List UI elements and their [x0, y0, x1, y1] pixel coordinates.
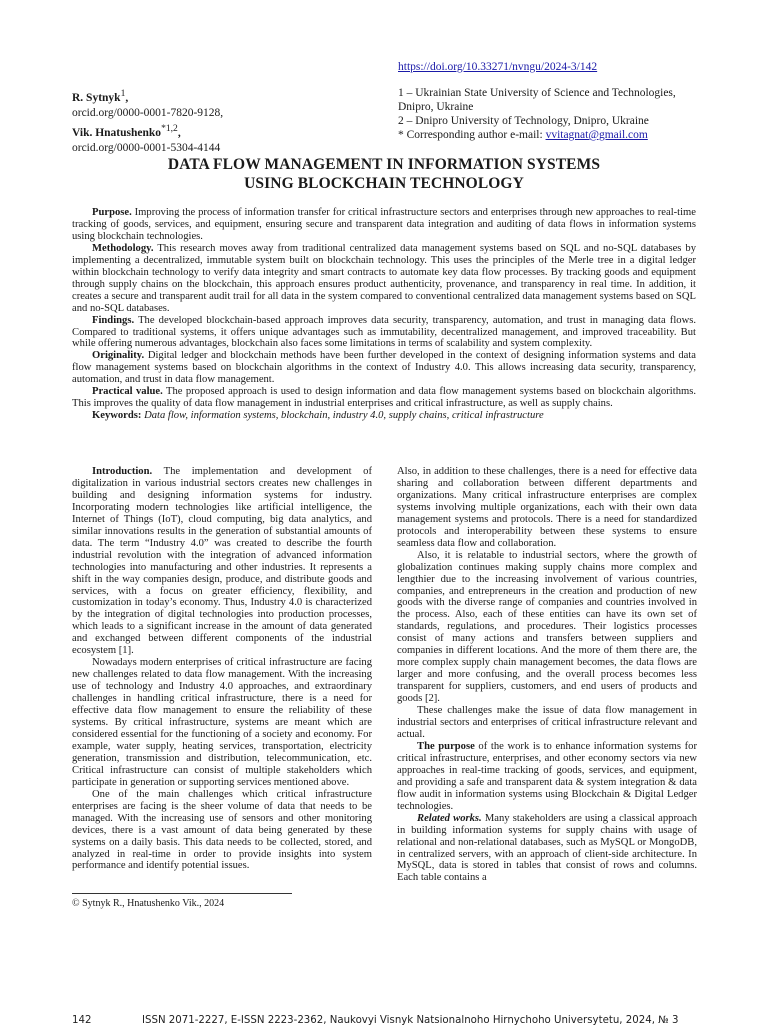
paragraph: Also, in addition to these challenges, there is a need for effective data sharing and collaboration between different departments and organizations. Many critical infrastructure enterprises are complex systems involving multiple organizations, each with their own data management systems and protocols. There is a need for standardized protocols and interoperability between these systems to ensure seamless data flow and collaboration.: [397, 466, 697, 549]
abstract-purpose: Purpose. Improving the process of information transfer for critical infrastructure sectors and enterprises through new approaches to real-time tracking of goods, services, and equipment, ensuring secure and transparent data integration and auditing of data flows in information systems using blockchain technologies.: [72, 207, 696, 242]
page-footer: [72, 1015, 696, 1026]
abstract-practical-value: Practical value. The proposed approach is used to design information and data flow management systems based on blockchain algorithms. This improves the quality of data flow management in industrial enterprises and critical infrastructure, as well as supply chains.: [72, 386, 696, 410]
footnote-rule: [72, 893, 292, 894]
author-affil-sup: *1,2: [161, 122, 178, 134]
paragraph: One of the main challenges which critical infrastructure enterprises are facing is the sheer volume of data that needs to be managed. With the increasing use of sensors and other monitoring devices, there is a vast amount of data being generated by these systems on a daily basis. This data needs to be collected, stored, and analyzed in real-time in order to provide insights into system performance and identify potential issues.: [72, 788, 372, 872]
author-block: R. Sytnyk$^1$, orcid.org/0000-0001-7820-9128, Vik. Hnatushenko$^{*1,2}$, orcid.org/0000-0001-5304-4144: [72, 86, 372, 156]
doi-link[interactable]: https://doi.org/10.33271/nvngu/2024-3/142: [398, 61, 598, 73]
abstract-originality: Originality. Digital ledger and blockchain methods have been further developed in the context of designing information systems and data flow management systems based on blockchain algorithms in the context of Industry 4.0. This allows increasing data security, transparency, automation, and trust in data flow management.: [72, 350, 696, 386]
author-affil-sup: 1: [120, 88, 126, 99]
paragraph: The purpose of the work is to enhance information systems for critical infrastructure, enterprises, and other economy sectors via new approaches in real-time tracking of goods, services, and equipment, and providing a safe and transparent data & system integration & data flow audit in information systems using Blockchain & Digital Ledger technologies.: [397, 740, 697, 812]
paragraph: Related works. Many stakeholders are using a classical approach in building information systems for supply chains with usage of relational and non-relational databases, such as MySQL or MongoDB, in centralized servers, with an approach of client-side architecture. In MySQL, data is stored in tables that consist of rows and columns. Each table contains a: [397, 812, 697, 884]
copyright-notice: © Sytnyk R., Hnatushenko Vik., 2024: [72, 898, 225, 909]
paragraph: Also, it is relatable to industrial sectors, where the growth of globalization continues making supply chains more complex and lengthier due to the increasing involvement of various countries, companies, and entrepreneurs in the creation and production of new goods with the diverse range of companies and countries involved in the process. Also, each of these entities can have its own set of standards, regulations, and procedures. Their logistics processes consist of many actions and transfers between suppliers and companies in different locations. And the more of them there are, the more complex supply chain management becomes, the data flows are larger and more confusing, and the overall process becomes less transparent for suppliers, customers, and end users of products and goods [2].: [397, 549, 697, 705]
paragraph: These challenges make the issue of data flow management in industrial sectors and enterprises of critical infrastructure relevant and actual.: [397, 705, 697, 740]
page-number: 142: [72, 1015, 92, 1026]
affiliations: [398, 86, 708, 142]
keywords: Keywords: Data flow, information systems, blockchain, industry 4.0, supply chains, critical infrastructure: [92, 410, 544, 422]
abstract-findings: Findings. The developed blockchain-based approach improves data security, transparency, automation, and trust in managing data flows. Compared to traditional systems, it offers unique advantages such as immutability, decentralized management, and improved traceability. But while offering numerous advantages, blockchain also faces some limitations in terms of scalability and system complexity.: [72, 314, 696, 350]
author-name: Vik. Hnatushenko: [72, 126, 162, 139]
affiliation-2: 2 – Dnipro University of Technology, Dnipro, Ukraine: [398, 115, 649, 127]
left-column: [72, 466, 372, 896]
corresponding-author: * Corresponding author e-mail: vvitagnat@gmail.com: [398, 129, 648, 141]
author-orcid: orcid.org/0000-0001-5304-4144: [72, 141, 221, 154]
corresponding-email-link[interactable]: vvitagnat@gmail.com: [545, 129, 648, 141]
paper-title: DATA FLOW MANAGEMENT IN INFORMATION SYSTEMS USING BLOCKCHAIN TECHNOLOGY: [167, 156, 601, 192]
affiliation-1: 1 – Ukrainian State University of Science and Technologies, Dnipro, Ukraine: [398, 87, 676, 113]
abstract-methodology: Methodology. This research moves away from traditional centralized data management systems based on SQL and no-SQL databases by implementing a decentralized, immutable system built on blockchain technology. This uses the principles of the Merle tree in a digital ledger within blockchain technology to verify data integrity and smart contracts to automate key data flow processes. By tracking goods and equipment through supply chains on the blockchain, this approach ensures product authenticity, provenance, and transparency in real time. In addition, it creates a secure and transparent audit trail for all data in the system compared to conventional centralized data management systems based on SQL and no-SQL databases.: [72, 242, 696, 314]
author-name: R. Sytnyk: [72, 91, 121, 104]
right-column: [397, 466, 697, 1014]
abstract: [72, 207, 696, 422]
paragraph: Introduction. The implementation and development of digitalization in various industrial sectors creates new challenges in building and designing information systems for industry. Incorporating modern technologies like artificial intelligence, the Internet of Things (IoT), cloud computing, big data analytics, and similar innovations results in the generation of substantial amounts of data. The term “Industry 4.0” was created to describe the fourth industrial revolution with the integration of advanced information technologies into manufacturing and other industries. It represents a shift in the way companies design, produce, and distribute goods and services, with a focus on greater efficiency, flexibility, and customization in today’s economy. Thus, Industry 4.0 is characterized by the integration of digital technologies into production processes, which leads to a significant increase in the amount of data generated and exchanged between different components of the industrial ecosystem [1].: [72, 466, 372, 657]
paragraph: Nowadays modern enterprises of critical infrastructure are facing new challenges related to data flow management. With the increasing use of technology and Industry 4.0 approaches, and extraordinary challenges in handling critical infrastructure, there is a need for effective data flow management to ensure the reliability of these systems. By critical infrastructure, systems are meant which are considered essential for the functioning of a society and economy. For example, water supply, heating services, transportation, electricity generation, transmission and distribution, telecommunication, etc. Critical infrastructure can consist of multiple stakeholders which participate in generation or supporting services mentioned above.: [72, 657, 372, 788]
doi-link-container: [398, 61, 597, 73]
author-orcid: orcid.org/0000-0001-7820-9128,: [72, 106, 224, 119]
journal-info: ISSN 2071-2227, E-ISSN 2223-2362, Naukovyi Visnyk Natsionalnoho Hirnychoho Universytetu, 2024, № 3: [142, 1015, 679, 1026]
